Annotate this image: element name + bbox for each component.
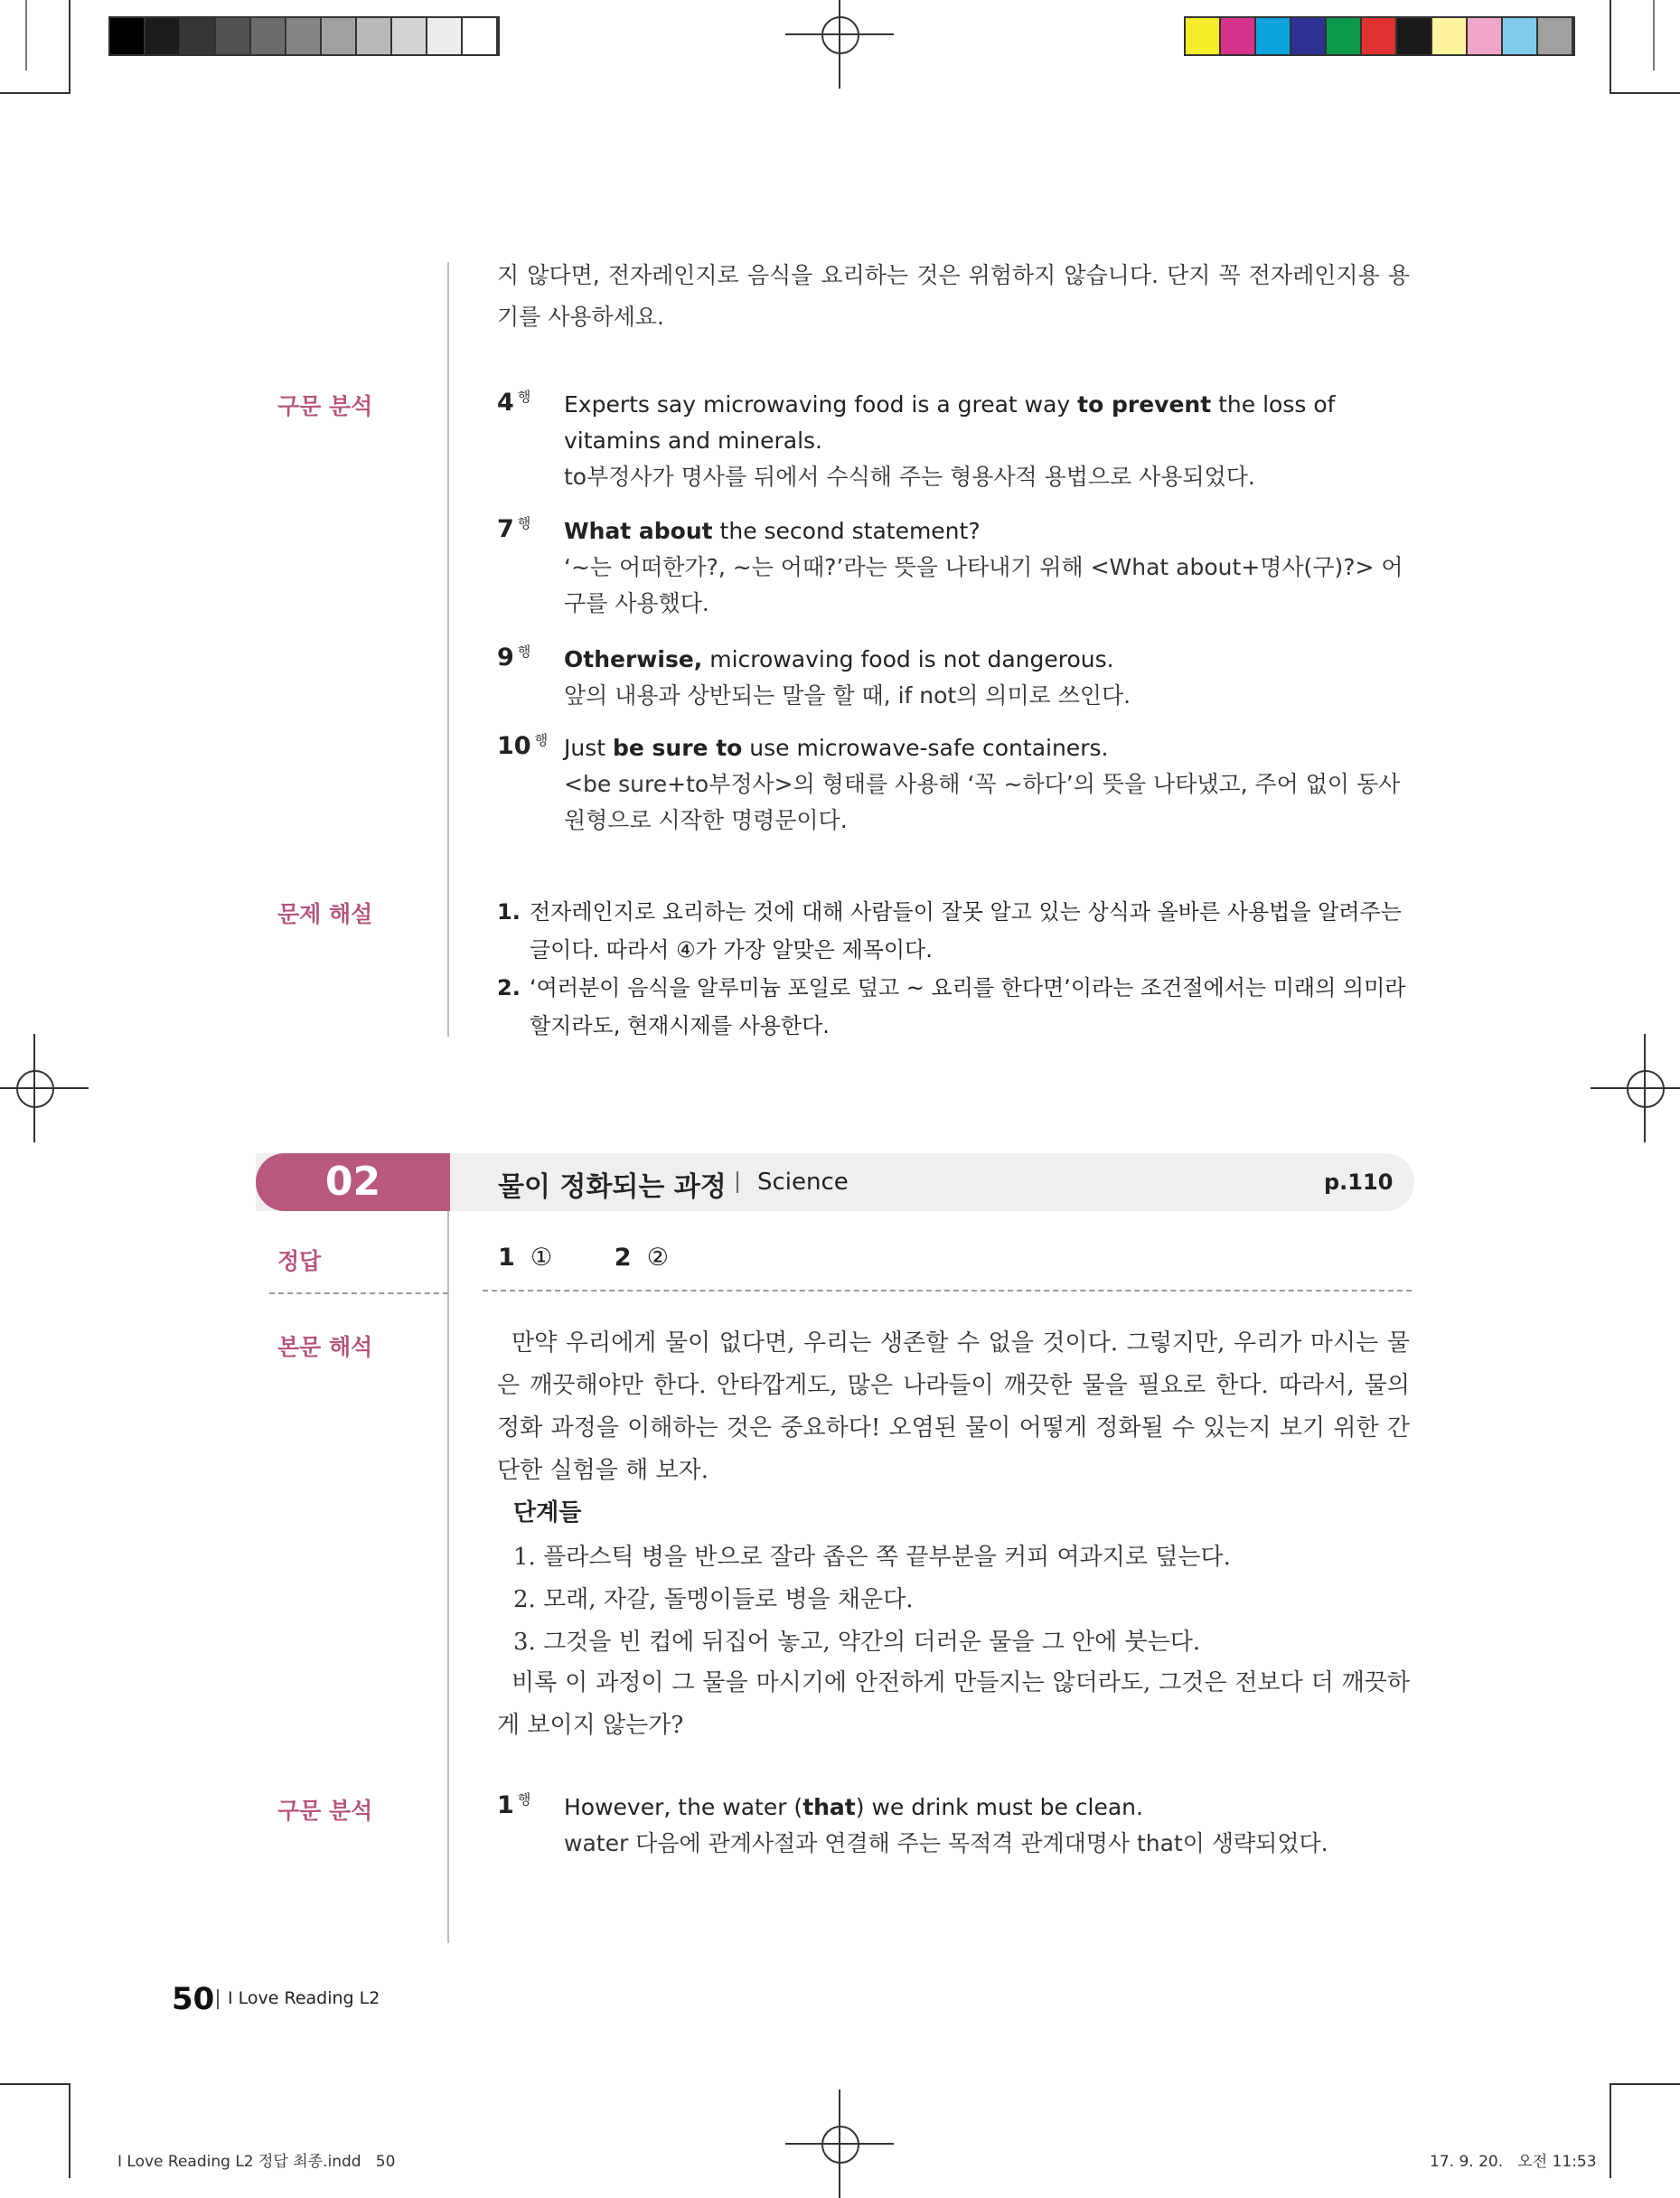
print-timestamp: 17. 9. 20. 오전 11:53 bbox=[1430, 2153, 1597, 2171]
footer-divider bbox=[217, 1989, 219, 2009]
english-sentence: Experts say microwaving food is a great way to prevent the loss of vitamins and minerals. bbox=[564, 391, 1336, 454]
dashed-divider bbox=[483, 1290, 1412, 1292]
registration-mark bbox=[1591, 1034, 1680, 1142]
korean-explanation: water 다음에 관계사절과 연결해 주는 목적격 관계대명사 that이 생략되었다. bbox=[564, 1830, 1328, 1856]
crop-mark bbox=[1610, 2083, 1680, 2085]
color-swatch bbox=[286, 18, 322, 54]
color-swatch bbox=[1186, 18, 1221, 54]
registration-mark bbox=[0, 1034, 89, 1142]
crop-mark bbox=[1610, 0, 1611, 94]
syntax-item bbox=[497, 513, 1410, 622]
syntax-analysis-label: 구문 분석 bbox=[277, 393, 373, 419]
continued-translation: 지 않다면, 전자레인지로 음식을 요리하는 것은 위험하지 않습니다. 단지 꼭 전자레인지용 용기를 사용하세요. bbox=[497, 262, 1410, 330]
line-number: 1 $^행$ bbox=[497, 1791, 531, 1819]
color-swatch bbox=[1538, 18, 1573, 54]
title-divider bbox=[737, 1171, 738, 1193]
problem-solution-label: 문제 해설 bbox=[277, 901, 373, 927]
page-reference: p.110 bbox=[1324, 1169, 1394, 1195]
steps-list bbox=[513, 1536, 1231, 1664]
color-swatch bbox=[1256, 18, 1291, 54]
color-swatch bbox=[392, 18, 427, 54]
answer-list bbox=[498, 1244, 669, 1272]
english-sentence: What about the second statement? bbox=[564, 518, 981, 544]
color-swatch bbox=[1221, 18, 1256, 54]
color-swatch bbox=[1362, 18, 1397, 54]
color-swatch bbox=[427, 18, 463, 54]
column-rule bbox=[447, 262, 449, 1037]
section-title: 물이 정화되는 과정 bbox=[498, 1171, 727, 1203]
crop-mark bbox=[25, 0, 27, 70]
color-swatch bbox=[1468, 18, 1503, 54]
translation-label: 본문 해석 bbox=[277, 1334, 373, 1360]
solution-text: ‘여러분이 음식을 알루미늄 포일로 덮고 ~ 요리를 한다면’이라는 조건절에서는 미래의 의미라 할지라도, 현재시제를 사용한다. bbox=[530, 975, 1406, 1038]
steps-title: 단계들 bbox=[513, 1499, 582, 1526]
crop-mark bbox=[1653, 0, 1655, 70]
color-swatch bbox=[1291, 18, 1327, 54]
crop-mark bbox=[1610, 92, 1680, 94]
solution-text: 전자레인지로 요리하는 것에 대해 사람들이 잘못 알고 있는 상식과 올바른 사용법을 알려주는 글이다. 따라서 ④가 가장 알맞은 제목이다. bbox=[530, 899, 1402, 963]
crop-mark bbox=[69, 2083, 70, 2178]
dashed-divider bbox=[269, 1292, 448, 1294]
registration-mark bbox=[785, 0, 894, 89]
section-number: 02 bbox=[256, 1153, 450, 1211]
step-item: 1. 플라스틱 병을 반으로 잘라 좁은 쪽 끝부분을 커피 여과지로 덮는다. bbox=[513, 1544, 1231, 1571]
solution-item bbox=[497, 969, 1410, 1045]
color-swatch bbox=[145, 18, 181, 54]
korean-explanation: <be sure+to부정사>의 형태를 사용해 ‘꼭 ~하다’의 뜻을 나타냈고, 주어 없이 동사원형으로 시작한 명령문이다. bbox=[564, 771, 1401, 833]
answer-label: 정답 bbox=[277, 1248, 322, 1274]
korean-explanation: 앞의 내용과 상반되는 말을 할 때, if not의 의미로 쓰인다. bbox=[564, 682, 1131, 709]
color-swatch bbox=[322, 18, 357, 54]
line-number: 10 $^행$ bbox=[497, 732, 549, 760]
crop-mark bbox=[0, 92, 70, 94]
step-item: 3. 그것을 빈 컵에 뒤집어 놓고, 약간의 더러운 물을 그 안에 붓는다. bbox=[513, 1629, 1201, 1656]
color-swatch bbox=[1432, 18, 1468, 54]
line-number: 9 $^행$ bbox=[497, 643, 531, 672]
step-item: 2. 모래, 자갈, 돌멩이들로 병을 채운다. bbox=[513, 1586, 914, 1613]
grayscale-color-bar bbox=[108, 16, 500, 56]
english-sentence: Otherwise, microwaving food is not dangerous. bbox=[564, 646, 1114, 672]
translation-outro: 비록 이 과정이 그 물을 마시기에 안전하게 만들지는 않더라도, 그것은 전보다 더 깨끗하게 보이지 않는가? bbox=[497, 1669, 1410, 1739]
color-swatch bbox=[216, 18, 251, 54]
answer-item: 2 ② bbox=[614, 1244, 669, 1272]
english-sentence: However, the water (that) we drink must be clean. bbox=[564, 1794, 1143, 1820]
file-slug: I Love Reading L2 정답 최종.indd 50 bbox=[117, 2153, 396, 2171]
line-number: 7 $^행$ bbox=[497, 515, 531, 543]
korean-explanation: ‘~는 어떠한가?, ~는 어때?’라는 뜻을 나타내기 위해 <What about+명사(구)?> 어구를 사용했다. bbox=[564, 554, 1403, 616]
process-color-bar bbox=[1184, 16, 1575, 56]
color-swatch bbox=[1397, 18, 1432, 54]
syntax-analysis-label: 구문 분석 bbox=[277, 1798, 373, 1824]
color-swatch bbox=[110, 18, 145, 54]
color-swatch bbox=[181, 18, 216, 54]
syntax-item bbox=[497, 730, 1410, 839]
syntax-item bbox=[497, 1789, 1410, 1862]
color-swatch bbox=[463, 18, 498, 54]
color-swatch bbox=[1327, 18, 1362, 54]
line-number: 4 $^행$ bbox=[497, 389, 531, 417]
book-title: I Love Reading L2 bbox=[228, 1988, 380, 2008]
crop-mark bbox=[0, 2083, 70, 2085]
english-sentence: Just be sure to use microwave-safe containers. bbox=[564, 735, 1109, 761]
solution-number: 1. bbox=[497, 899, 521, 925]
solution-item bbox=[497, 893, 1410, 969]
page-number: 50 bbox=[172, 1981, 215, 2017]
korean-explanation: to부정사가 명사를 뒤에서 수식해 주는 형용사적 용법으로 사용되었다. bbox=[564, 464, 1255, 490]
color-swatch bbox=[251, 18, 286, 54]
syntax-item bbox=[497, 387, 1410, 495]
color-swatch bbox=[357, 18, 392, 54]
crop-mark bbox=[1610, 2083, 1611, 2178]
syntax-item bbox=[497, 642, 1410, 714]
color-swatch bbox=[1503, 18, 1538, 54]
section-subject: Science bbox=[757, 1169, 849, 1196]
crop-mark bbox=[69, 0, 70, 94]
translation-intro: 만약 우리에게 물이 없다면, 우리는 생존할 수 없을 것이다. 그렇지만, 우리가 마시는 물은 깨끗해야만 한다. 안타깝게도, 많은 나라들이 깨끗한 물을 필요로 한다. 따라서, 물의 정화 과정을 이해하는 것은 중요하다! 오염된 물이 어떻게 정화될 수 있는지 보기 위한 간단한 실험을 해 보자. bbox=[497, 1329, 1410, 1484]
answer-item: 1 ① bbox=[498, 1244, 553, 1272]
registration-mark bbox=[785, 2090, 894, 2198]
solution-number: 2. bbox=[497, 975, 521, 1000]
column-rule bbox=[447, 1211, 449, 1943]
